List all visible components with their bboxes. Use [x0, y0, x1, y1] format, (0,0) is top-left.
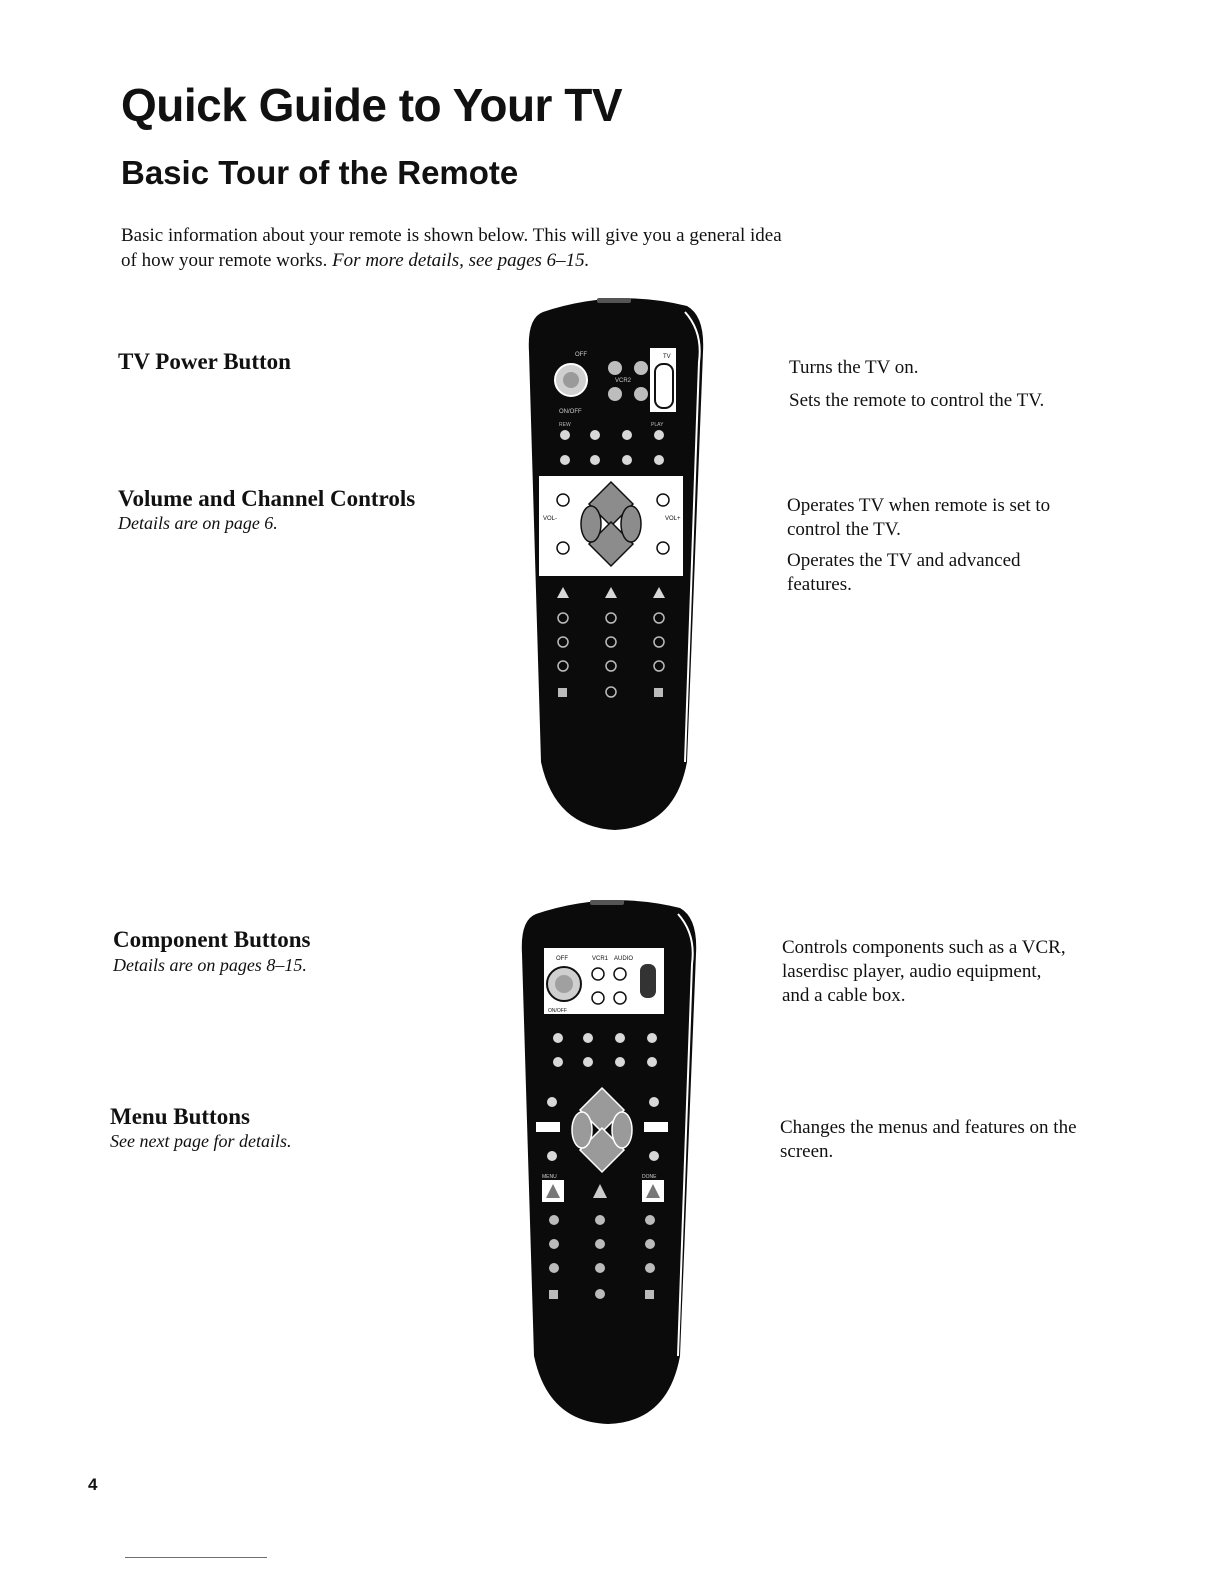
remote-onoff-key: ON/OFF — [559, 409, 582, 415]
menu-buttons-label: Menu Buttons — [110, 1104, 250, 1129]
volume-channel-detail: Details are on page 6. — [118, 513, 278, 533]
component-buttons-detail: Details are on pages 8–15. — [113, 955, 307, 975]
remote-vol-plus-key: VOL+ — [665, 516, 681, 522]
volume-desc-1: Operates TV when remote is set to control the TV. — [787, 495, 1051, 540]
remote-play-key: PLAY — [651, 422, 664, 428]
remote-illustration-bottom — [508, 894, 708, 1426]
intro-paragraph — [121, 223, 801, 273]
remote-vol-minus-key: VOL- — [543, 516, 558, 522]
volume-desc-2: Operates the TV and advanced features. — [787, 550, 1021, 595]
component-buttons-label: Component Buttons — [113, 927, 311, 952]
section-heading: Basic Tour of the Remote — [121, 154, 519, 191]
intro-reference: For more details, see pages 6–15. — [332, 250, 590, 271]
remote2-audio-key: AUDIO — [614, 956, 634, 962]
power-desc-2: Sets the remote to control the TV. — [789, 390, 1045, 411]
volume-channel-label: Volume and Channel Controls — [118, 486, 416, 511]
remote2-off-key: OFF — [556, 956, 568, 962]
remote2-menu-key: MENU — [542, 1174, 557, 1180]
footer-rule — [125, 1557, 267, 1558]
menu-buttons-detail: See next page for details. — [110, 1131, 292, 1151]
remote-vcr2-key: VCR2 — [615, 378, 632, 384]
remote-rew-key: REW — [559, 422, 571, 428]
remote-top-keys: OFF — [575, 352, 587, 358]
remote-tv-key: TV — [663, 354, 671, 360]
page-number: 4 — [88, 1475, 98, 1494]
component-desc: Controls components such as a VCR, laserdisc player, audio equipment, and a cable box. — [782, 937, 1066, 1006]
power-desc-1: Turns the TV on. — [789, 357, 919, 378]
page-title: Quick Guide to Your TV — [121, 79, 623, 131]
power-button-label: TV Power Button — [118, 349, 291, 374]
remote-illustration-top — [515, 292, 715, 832]
remote2-onoff-key: ON/OFF — [548, 1008, 567, 1014]
intro-text: Basic information about your remote is shown below. This will give you a general idea of how your remote works. — [121, 225, 782, 271]
remote2-vcr1-key: VCR1 — [592, 956, 609, 962]
menu-desc: Changes the menus and features on the screen. — [780, 1117, 1077, 1162]
remote2-done-key: DONE — [642, 1174, 657, 1180]
